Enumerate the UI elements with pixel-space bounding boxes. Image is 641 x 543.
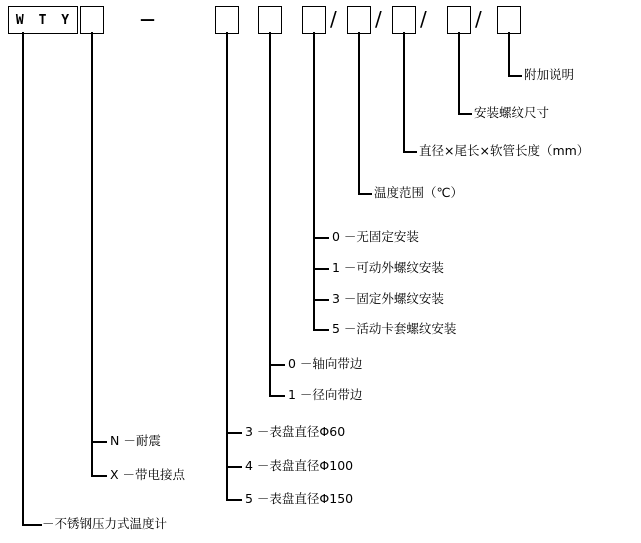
leader-note-horizontal (508, 75, 522, 77)
leader-edge-0 (269, 364, 285, 366)
label-thread-size: 安装螺纹尺寸 (474, 105, 550, 120)
code-box-edge (258, 6, 282, 34)
prefix-letter-t: T (38, 12, 48, 28)
code-box-note (497, 6, 521, 34)
leader-install-5 (313, 329, 329, 331)
leader-dimensions-horizontal (403, 151, 417, 153)
leader-install-3 (313, 299, 329, 301)
leader-edge-bracket (269, 364, 271, 396)
leader-type-x (91, 475, 107, 477)
code-box-install (302, 6, 326, 34)
leader-dial-5 (226, 499, 242, 501)
code-dash: — (140, 10, 155, 28)
label-install-3: 3 －固定外螺纹安装 (332, 291, 444, 306)
prefix-letter-w: W (15, 12, 25, 28)
leader-temperature-horizontal (358, 193, 372, 195)
label-edge-0: 0 －轴向带边 (288, 356, 363, 371)
label-dial-5: 5 －表盘直径Φ150 (245, 491, 354, 506)
label-type-n: N －耐震 (110, 433, 161, 448)
code-box-dial (215, 6, 239, 34)
leader-install-0 (313, 237, 329, 239)
leader-type-n (91, 441, 107, 443)
code-box-temperature (347, 6, 371, 34)
leader-base-horizontal (22, 524, 42, 526)
code-box-type (80, 6, 104, 34)
leader-install-1 (313, 268, 329, 270)
label-dimensions: 直径×尾长×软管长度（mm） (419, 143, 590, 158)
leader-dial-vertical-top (226, 32, 228, 433)
code-box-dimensions (392, 6, 416, 34)
prefix-letters-box (8, 6, 78, 34)
leader-edge-vertical-top (269, 32, 271, 365)
model-code-row (0, 0, 641, 40)
leader-edge-1 (269, 395, 285, 397)
leader-thread-vertical (458, 32, 460, 114)
prefix-letter-y: Y (61, 12, 71, 28)
label-dial-3: 3 －表盘直径Φ60 (245, 424, 346, 439)
label-type-x: X －带电接点 (110, 467, 186, 482)
leader-install-bracket (313, 237, 315, 329)
label-edge-1: 1 －径向带边 (288, 387, 363, 402)
label-base-product: －不锈钢压力式温度计 (42, 516, 168, 531)
label-extra-note: 附加说明 (524, 67, 575, 82)
label-temperature-range: 温度范围（℃） (374, 185, 464, 200)
leader-note-vertical (508, 32, 510, 76)
leader-base-vertical (22, 32, 24, 525)
code-slash-3: / (420, 7, 427, 31)
label-install-1: 1 －可动外螺纹安装 (332, 260, 444, 275)
code-slash-4: / (475, 7, 482, 31)
leader-thread-horizontal (458, 113, 472, 115)
leader-install-vertical-top (313, 32, 315, 237)
code-box-thread (447, 6, 471, 34)
code-slash-1: / (330, 7, 337, 31)
label-install-5: 5 －活动卡套螺纹安装 (332, 321, 457, 336)
label-install-0: 0 －无固定安装 (332, 229, 419, 244)
leader-type-vertical-top (91, 32, 93, 442)
leader-temperature-vertical (358, 32, 360, 194)
leader-dial-3 (226, 432, 242, 434)
leader-type-bracket (91, 441, 93, 476)
code-slash-2: / (375, 7, 382, 31)
label-dial-4: 4 －表盘直径Φ100 (245, 458, 354, 473)
leader-dial-4 (226, 466, 242, 468)
leader-dimensions-vertical (403, 32, 405, 152)
